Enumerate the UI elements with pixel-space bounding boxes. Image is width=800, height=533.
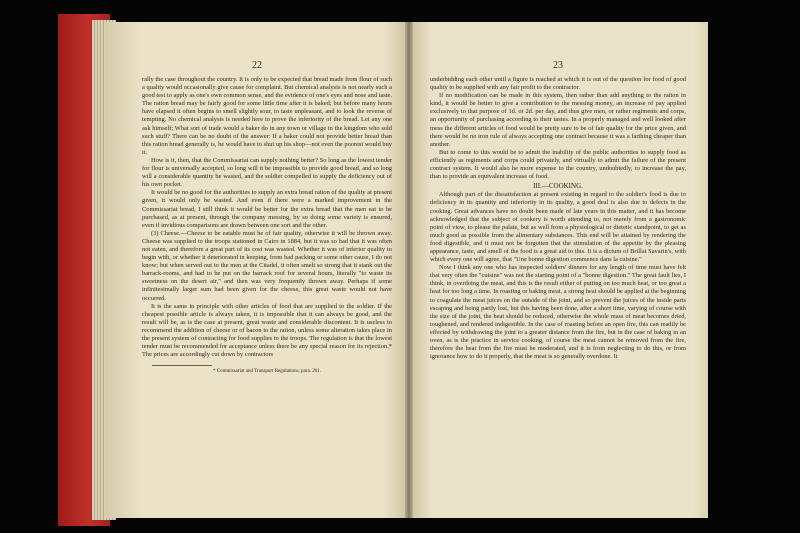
paragraph: Now I think any one who has inspected soldiers' dinners for any length of time must have felt that very often the "cuisine" was not the starting point of a "bonne digestion." The great fault lies, I think, in overdoing the meat, and this is the result either of putting on too much heat, or too great a heat for too long a time. In roasting or baking meat, a strong heat should be applied at the beginning to coagulate the meat juices on the outside of the joint, and so prevent the juices of the inside parts escaping and being partly lost, but this having been done, after a short time, varying of course with the size of the joint, the heat should be reduced, otherwise the whole mass of meat becomes dried, toughened, and rendered indigestible. In the case of roasting before an open fire, this can readily be effected by withdrawing the joint to a greater distance from the fire, but in the case of baking in an oven, as is the practice in service cooking, of course the meat cannot be removed from the fire, therefore the heat from the fire must be moderated, and it is from neglecting to do this, or from ignorance how to do it properly, that the meat is so generally overdone. It bbox=[430, 264, 686, 361]
left-page bbox=[106, 22, 408, 518]
page-body bbox=[142, 76, 392, 376]
paragraph: But to come to this would be to admit the inability of the public authorities to supply food as efficiently as regiments and corps could privately, and virtually to admit the failure of the present contract system. It would also be more expense to the country, undoubtedly, to increase the pay, than to provide an equivalent increase of food. bbox=[430, 148, 686, 181]
paragraph: rally the case throughout the country. It is only to be expected that bread made from flour of such a quality would occasionally give cause for complaint. But chemical analysis is not nearly such a good test to apply as one's own common sense, and the evidence of one's eyes and nose and taste. The ration bread may be fairly good for some little time after it is baked; but before many hours have elapsed it often begins to smell slightly sour, to taste unpleasant, and to look the reverse of tempting. No chemical analysis is needed here to prove the inferiority of the bread. Let any one ask himself; What sort of trade would a baker do in any town or village in the kingdom who sold such stuff? There can be no doubt of the answer: If a baker could not provide better bread than this ration bread generally is, he would have to shut up his shop—not even the poorest would buy it. bbox=[142, 76, 392, 156]
footnote: * Commissariat and Transport Regulations, para. 261. bbox=[213, 369, 321, 375]
paragraph: How is it, then, that the Commissariat can supply nothing better? So long as the lowest tender for flour is universally accepted, so long will it be impossible to provide good bread, and so long will a considerable quantity be wasted, and the soldier compelled to supply the deficiency out of his own pocket. bbox=[142, 156, 392, 189]
paragraph: It is the same in principle with other articles of food that are supplied to the soldier. If the cheapest possible article is always taken, it is impossible that it can always be good, and the result will be, as is the case at present, great waste and considerable discontent. It is useless to recommend the addition of cheese or of bacon to the ration, unless some alteration takes place in the present system of contracting for food supplies to the troops. The regulation is that the lowest tender must be recommended for acceptance unless there be any special reason for its rejection.* The prices are accordingly cut down by contractors bbox=[142, 302, 392, 359]
paragraph: Although part of the dissatisfaction at present existing in regard to the soldier's food is due to deficiency in its quantity and inferiority in its quality, a good deal is also due to defects in the cooking. Great advances have no doubt been made of late years in this matter, and it has become acknowledged that the subject of cookery is worth attending to, not merely from a gastronomic point of view, to please the palate, but as well from a physiological or dietetic standpoint, to get as much good as possible from the alimentary substances. This end will be attained by rendering the food digestible, and it must not be forgotten that the stimulation of the appetite by the pleasing appearance, taste, and smell of the food is a great aid to this. It is a dictum of Brillat Savarin's, with which every one will agree, that "Une bonne digestion commence dans la cuisine." bbox=[430, 191, 686, 264]
paragraph: If no modification can be made in this system, then rather than add anything to the ration in kind, it would be better to give a contribution to the messing money, an increase of pay applied exclusively to that purpose of 1d. or 2d. per day, and thus give men, or rather regiments and corps, an opportunity of purchasing according to their tastes. In a properly managed and well looked after mess the different articles of food would be pretty sure to be of fair quality for the price given, and there would be no iron rule of always accepting one contract because it was a farthing cheaper than another. bbox=[430, 92, 686, 148]
paragraph: underbidding each other until a figure is reached at which it is out of the question for food of good quality to be supplied with any fair profit to the contractor. bbox=[430, 76, 686, 92]
section-heading: III.—COOKING. bbox=[533, 182, 583, 191]
page-body bbox=[430, 76, 686, 361]
page-number: 23 bbox=[553, 60, 563, 71]
footnote-rule bbox=[152, 365, 212, 366]
paragraph: (3) Cheese.—Cheese to be eatable must be of fair quality, otherwise it will be thrown away. Cheese was supplied to the troops stationed in Cairo in 1884, but it was so bad that it was often not eaten, and therefore a great part of its cost was wasted. Whether it was of inferior quality to begin with, or whether it deteriorated in keeping, from bad packing or some other cause, I do not know; but when served out to the men at the Citadel, it often smelt so strong that it stank out the barrack-rooms, and had to be put on the barrack roof for several hours, literally "to waste its sweetness on the desert air," and then was very frequently thrown away. Perhaps if some infinitesimally larger sum had been given for the cheese, this great waste would not have occurred. bbox=[142, 229, 392, 302]
book-gutter bbox=[405, 22, 413, 518]
page-number: 22 bbox=[252, 60, 262, 71]
right-page bbox=[408, 22, 708, 518]
paragraph: It would be no good for the authorities to supply an extra bread ration of the quality at present given, it would only be wasted. And even if there were a marked improvement in the Commissariat bread, I still think it would be better for the extra bread that the men eat to be purchased, as at present, through the company messing, by so doing some variety is ensured, even if invidious comparisons are drawn between one sort and the other. bbox=[142, 189, 392, 229]
